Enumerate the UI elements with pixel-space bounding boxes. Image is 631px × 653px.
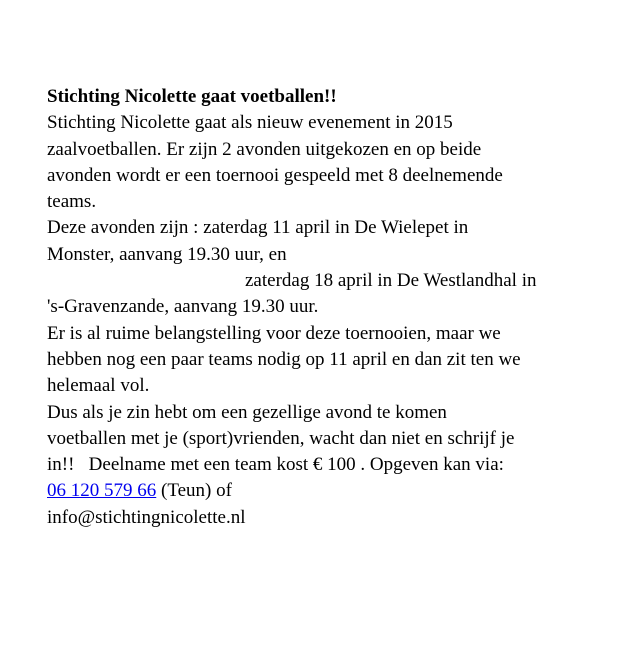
signup-line-2: voetballen met je (sport)vrienden, wacht dan niet en schrijf je xyxy=(47,427,515,449)
signup-line-3: in!! Deelname met een team kost € 100 . Opgeven kan via: xyxy=(47,454,504,476)
dates-line-1: Deze avonden zijn : zaterdag 11 april in De Wielepet in xyxy=(47,217,469,239)
intro-line-4: teams. xyxy=(47,191,97,213)
signup-line-1: Dus als je zin hebt om een gezellige avond te komen xyxy=(47,401,447,423)
dates-line-3: zaterdag 18 april in De Westlandhal in xyxy=(245,270,537,292)
intro-line-1: Stichting Nicolette gaat als nieuw evenement in 2015 xyxy=(47,112,453,134)
dates-line-2: Monster, aanvang 19.30 uur, en xyxy=(47,243,287,265)
dates-line-4: 's-Gravenzande, aanvang 19.30 uur. xyxy=(47,296,319,318)
contact-line xyxy=(47,478,617,504)
intro-line-2: zaalvoetballen. Er zijn 2 avonden uitgekozen en op beide xyxy=(47,138,482,160)
interest-line-1: Er is al ruime belangstelling voor deze toernooien, maar we xyxy=(47,322,501,344)
intro-line-3: avonden wordt er een toernooi gespeeld met 8 deelnemende xyxy=(47,164,503,186)
interest-line-3: helemaal vol. xyxy=(47,375,150,397)
email-text: info@stichtingnicolette.nl xyxy=(47,506,246,528)
article-title: Stichting Nicolette gaat voetballen!! xyxy=(47,86,337,107)
article xyxy=(47,84,617,531)
phone-suffix: (Teun) of xyxy=(156,480,232,502)
phone-link[interactable]: 06 120 579 66 xyxy=(47,480,157,502)
interest-line-2: hebben nog een paar teams nodig op 11 april en dan zit ten we xyxy=(47,348,521,370)
